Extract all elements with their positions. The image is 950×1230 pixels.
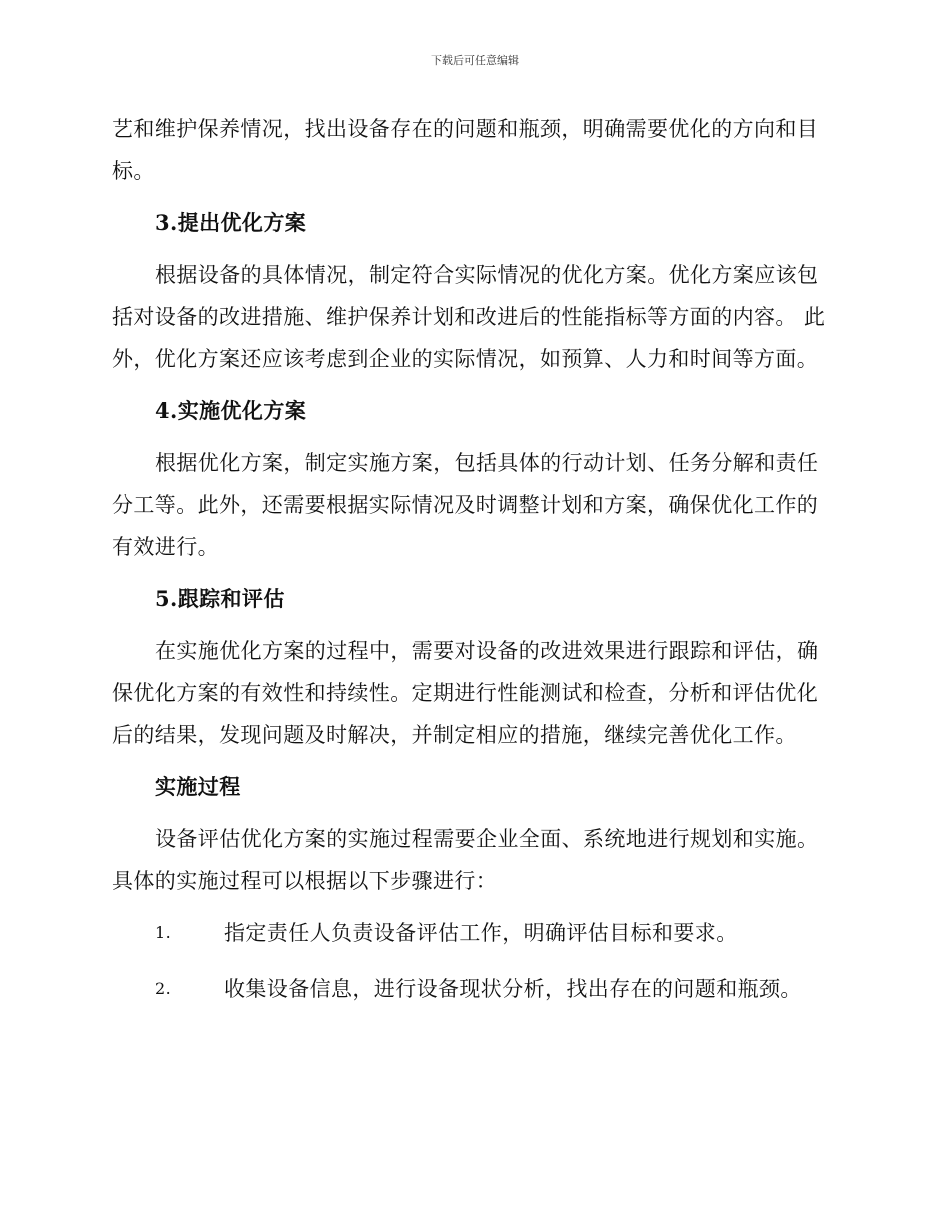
list-item <box>112 968 832 1010</box>
page-header: 下载后可任意编辑 <box>431 54 519 67</box>
paragraph-track-evaluate: 在实施优化方案的过程中，需要对设备的改进效果进行跟踪和评估，确保优化方案的有效性和持续性。定期进行性能测试和检查，分析和评估优化后的结果，发现问题及时解决，并制定相应的措施，继续完善优化工作。 <box>112 639 819 747</box>
list-number: 1. <box>155 923 172 942</box>
list-text: 指定责任人负责设备评估工作，明确评估目标和要求。 <box>224 921 738 945</box>
heading-track-evaluate: 5.跟踪和评估 <box>155 586 285 611</box>
document-body <box>112 108 832 1024</box>
paragraph-implementation-process: 设备评估优化方案的实施过程需要企业全面、系统地进行规划和实施。具体的实施过程可以根据以下步骤进行： <box>112 827 819 893</box>
heading-propose-plan: 3.提出优化方案 <box>155 210 307 235</box>
paragraph-propose-plan: 根据设备的具体情况，制定符合实际情况的优化方案。优化方案应该包括对设备的改进措施、维护保养计划和改进后的性能指标等方面的内容。 此外，优化方案还应该考虑到企业的实际情况，如预算、人力和时间等方面。 <box>112 263 826 371</box>
list-text: 收集设备信息，进行设备现状分析，找出存在的问题和瓶颈。 <box>224 977 802 1001</box>
list-number: 2. <box>155 979 172 998</box>
intro-paragraph: 艺和维护保养情况，找出设备存在的问题和瓶颈，明确需要优化的方向和目标。 <box>112 117 819 183</box>
heading-implement-plan: 4.实施优化方案 <box>155 398 307 423</box>
list-item <box>112 912 832 954</box>
paragraph-implement-plan: 根据优化方案，制定实施方案，包括具体的行动计划、任务分解和责任分工等。此外，还需要根据实际情况及时调整计划和方案，确保优化工作的有效进行。 <box>112 451 819 559</box>
heading-implementation-process: 实施过程 <box>155 774 241 799</box>
